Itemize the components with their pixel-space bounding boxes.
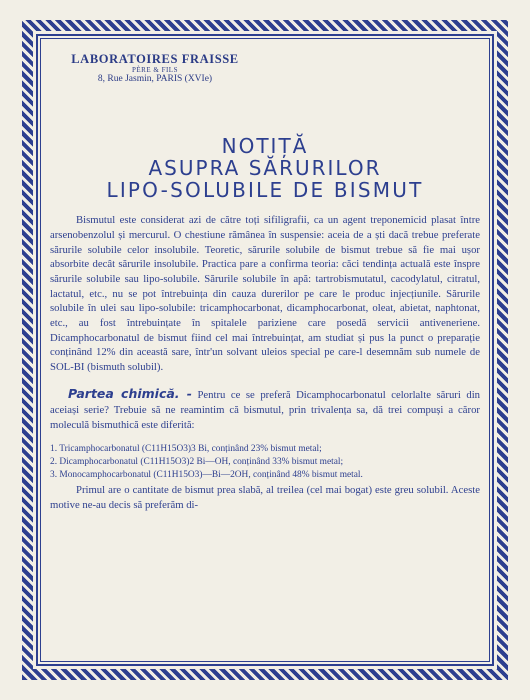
list-item: 1. Tricamphocarbonatul (C11H15O3)3 Bi, conținând 23% bismut metal; (50, 443, 322, 454)
intro-paragraph: Bismutul este considerat azi de către toți sifiligrafii, ca un agent treponemicid plasat între arsenobenzolul și mercurul. O chestiune rămânea în suspensie: aceia de a ști dacă trebue preferate sărurile solubile celor insolubile. Teoretic, sărurile solubile de bismut trebue să fie mai ușor absorbite decât sărurile insolubile. Practica pare a confirma teoria: căci tendința actuală este înspre sărurile solubile sau lipo-solubile. Sărurile solubile în apă: tartrobismutatul, cacodylatul, citratul, lactatul, etc., nu se pot întrebuința din cauza durerilor pe care le produc injecțiunile. Sărurile solubile în ulei sau lipo-solubile: tricamphocarbonat, dicamphocarbonat, oleat, abietat, naphtonat, etc., au fost întrebuințate în spitalele pariziene care posedă servicii antiveneriene. Dicamphocarbonatul de bismut fiind cel mai întrebuințat, am studiat și pus la punct o preparație conținând 12% din această sare, într'un solvant uleios special pe care-l desemnăm sub numele de SOL-BI (bismuth solubil). (50, 214, 480, 373)
lab-name: LABORATOIRES FRAISSE (71, 52, 239, 66)
lab-address: 8, Rue Jasmin, PARIS (XVIe) (97, 74, 213, 85)
chemistry-section (50, 385, 480, 432)
section-heading: Partea chimică. - (68, 386, 192, 402)
title-line-2: ASUPRA SĂRURILOR (148, 156, 382, 181)
title-line-3: LIPO-SOLUBILE DE BISMUT (106, 178, 424, 203)
list-item: 2. Dicamphocarbonatul (C11H15O3)2 Bi—OH, conținând 33% bismut metal; (50, 457, 344, 468)
document-title (50, 135, 480, 201)
title-line-1: NOTIȚĂ (221, 134, 309, 159)
lab-subtitle: PÈRE & FILS (132, 66, 178, 75)
section-text: Pentru ce se preferă Dicamphocarbonatul celorlalte săruri din aceiași serie? Trebuie să ne reamintim că bismutul, prin trivalența sa, dă trei compuși a căror moleculă bismuthică este diferită: (50, 389, 481, 431)
list-item: 3. Monocamphocarbonatul (C11H15O3)—Bi—2OH, conținând 48% bismut metal. (50, 470, 363, 481)
compound-list (50, 443, 480, 482)
letterhead (50, 52, 260, 85)
page-content (50, 52, 480, 523)
closing-paragraph: Primul are o cantitate de bismut prea slabă, al treilea (cel mai bogat) este greu solubil. Aceste motive ne-au decis să preferăm di- (50, 484, 480, 512)
